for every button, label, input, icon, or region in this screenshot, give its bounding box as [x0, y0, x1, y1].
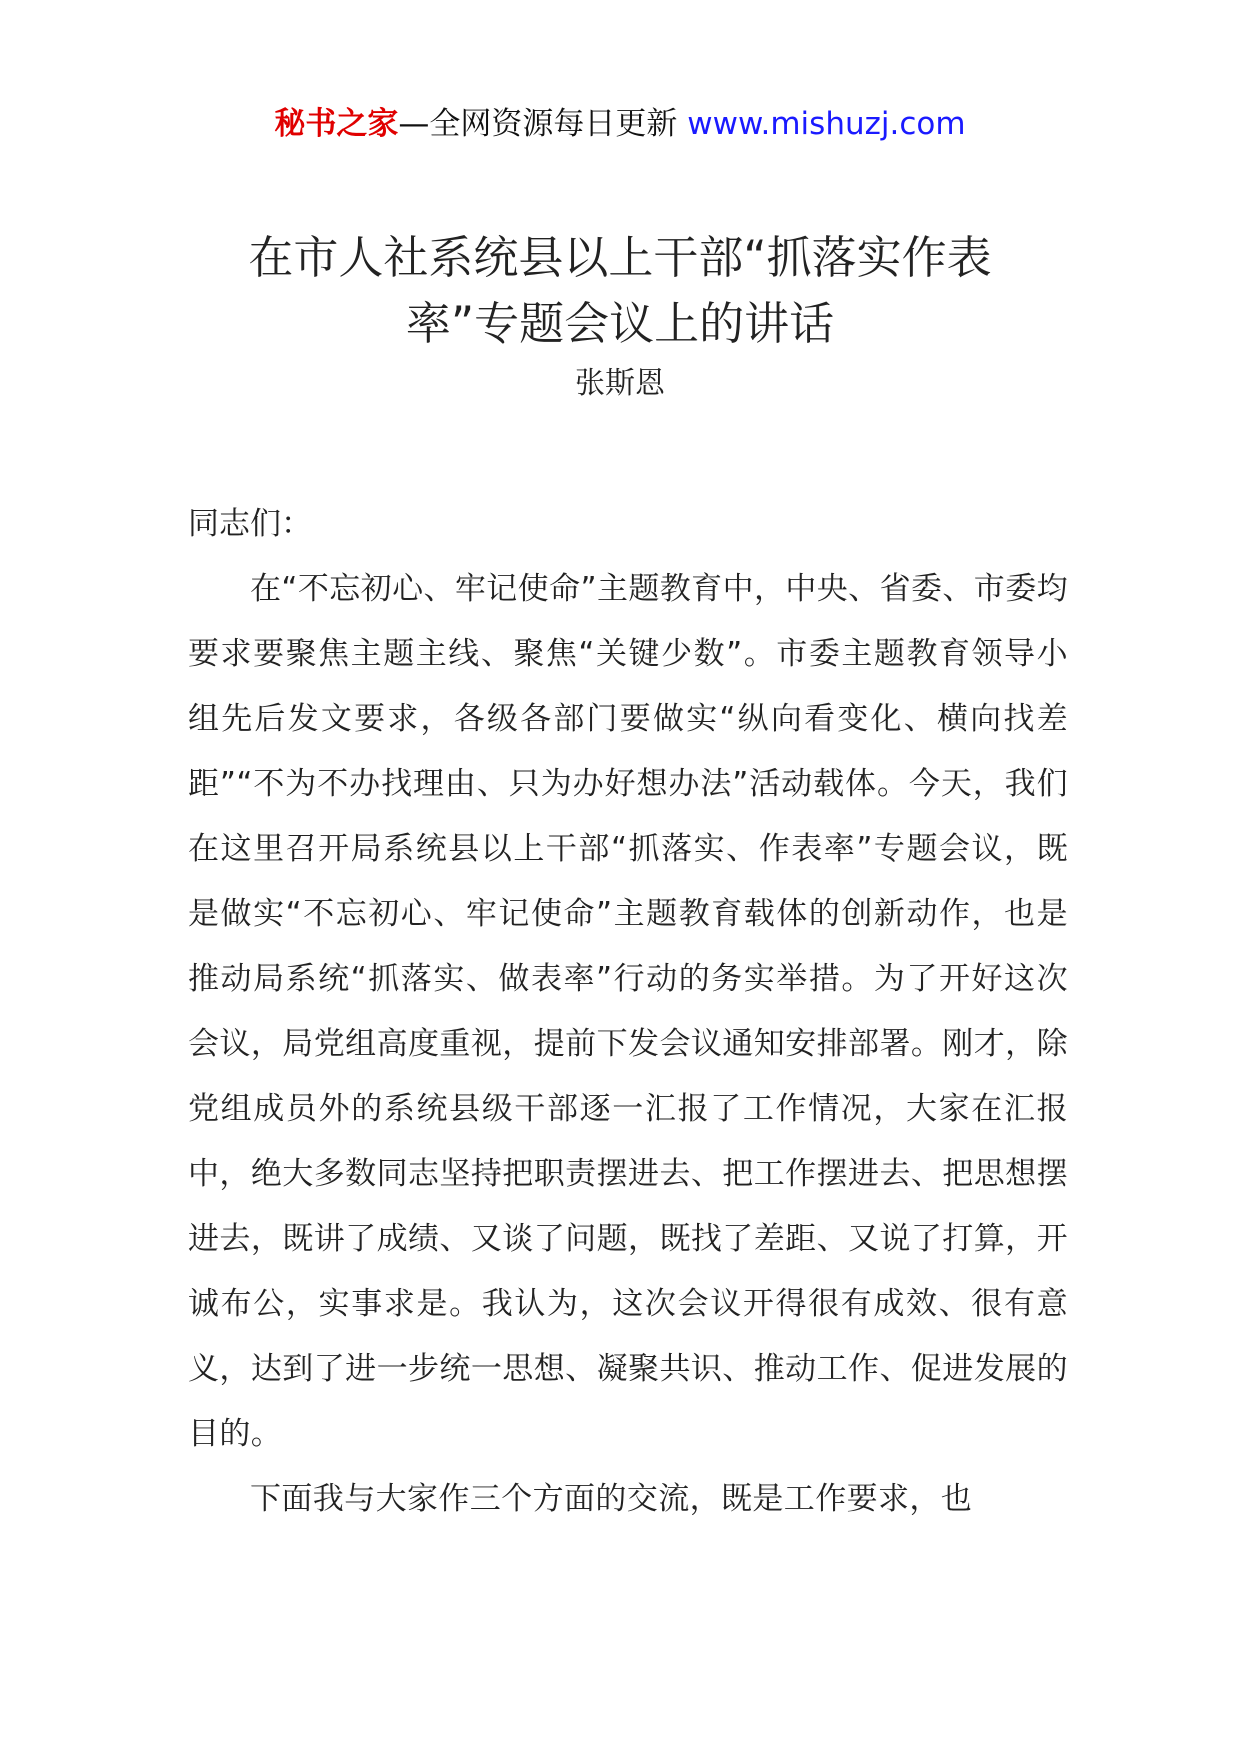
document-body — [188, 492, 1068, 1532]
document-title — [0, 225, 1240, 357]
site-header — [0, 102, 1240, 146]
brand-name: 秘书之家 — [274, 106, 399, 142]
site-url-link[interactable]: www.mishuzj.com — [687, 106, 966, 142]
body-paragraph-1: 在“不忘初心、牢记使命”主题教育中，中央、省委、市委均要求要聚焦主题主线、聚焦“关键少数”。市委主题教育领导小组先后发文要求，各级各部门要做实“纵向看变化、横向找差距”“不为不办找理由、只为办好想办法”活动载体。今天，我们在这里召开局系统县以上干部“抓落实、作表率”专题会议，既是做实“不忘初心、牢记使命”主题教育载体的创新动作，也是推动局系统“抓落实、做表率”行动的务实举措。为了开好这次会议，局党组高度重视，提前下发会议通知安排部署。刚才，除党组成员外的系统县级干部逐一汇报了工作情况，大家在汇报中，绝大多数同志坚持把职责摆进去、把工作摆进去、把思想摆进去，既讲了成绩、又谈了问题，既找了差距、又说了打算，开诚布公，实事求是。我认为，这次会议开得很有成效、很有意义，达到了进一步统一思想、凝聚共识、推动工作、促进发展的目的。 — [188, 571, 1068, 1452]
salutation: 同志们： — [188, 506, 312, 542]
title-line-2: 率”专题会议上的讲话 — [405, 297, 835, 350]
title-line-1: 在市人社系统县以上干部“抓落实作表 — [248, 231, 992, 284]
body-paragraph-2: 下面我与大家作三个方面的交流，既是工作要求，也 — [250, 1481, 973, 1517]
author-name: 张斯恩 — [575, 366, 665, 401]
site-tagline: —全网资源每日更新 — [398, 106, 678, 142]
